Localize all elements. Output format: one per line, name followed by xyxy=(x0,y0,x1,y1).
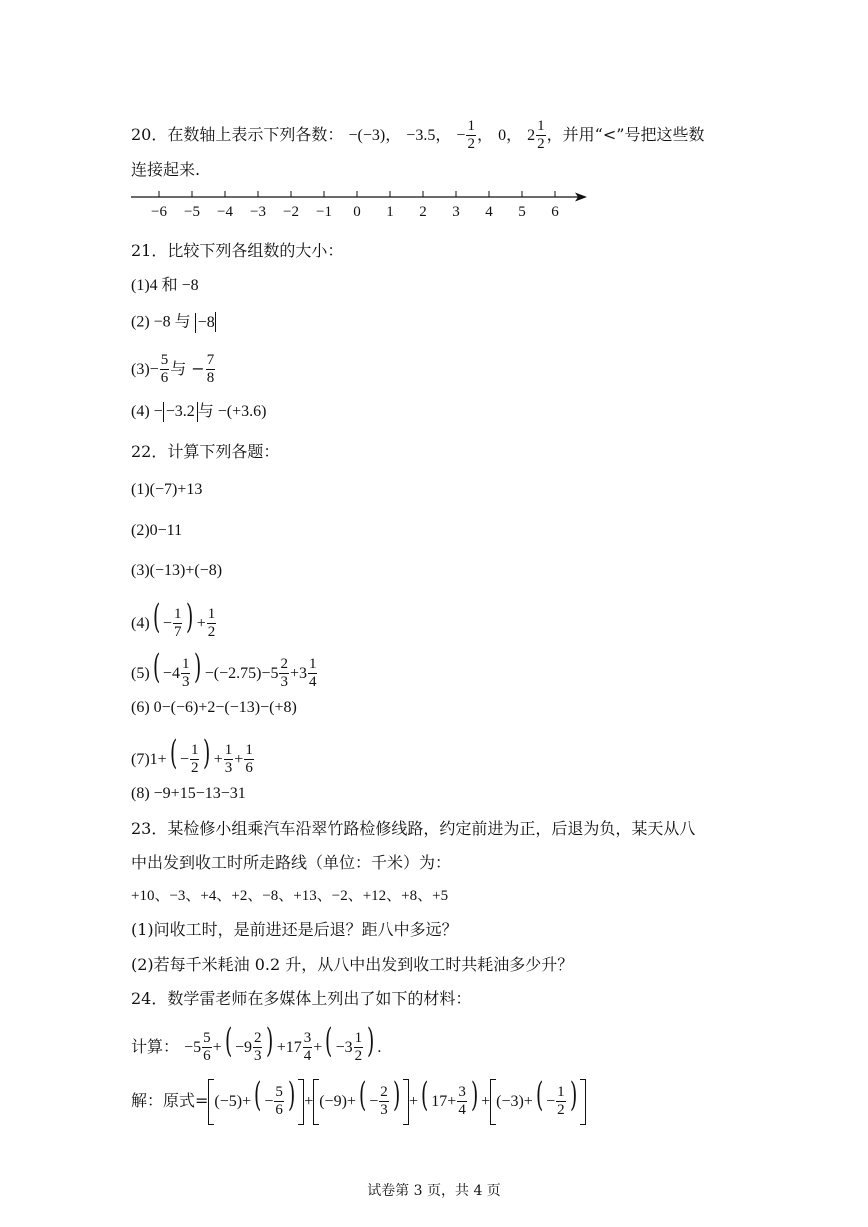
q22-part2: (2)0−11 xyxy=(131,522,183,539)
q21-part4: (4) − −3.2 与 −(+3.6) xyxy=(131,403,267,420)
q23-part1: (1)问收工时，是前进还是后退？距八中多远？ xyxy=(131,920,458,939)
q21-title: 21．比较下列各组数的大小： xyxy=(131,241,344,260)
q22-part1: (1)(−7)+13 xyxy=(131,481,203,498)
number-line-tick-label: 6 xyxy=(551,204,559,220)
q20-instruction: ，并用“<”号把这些数 xyxy=(546,125,705,144)
q21-part2: (2) −8 与 −8 xyxy=(131,313,215,331)
number-line-tick-label: −2 xyxy=(283,204,299,220)
q22-part6: (6) 0−(−6)+2−(−13)−(+8) xyxy=(131,699,297,716)
abs-value: −3.2 xyxy=(163,402,198,422)
q20-number: 20． xyxy=(131,125,168,144)
number-line-tick-label: 4 xyxy=(485,204,493,220)
q22-title: 22．计算下列各题： xyxy=(131,442,280,461)
q20-n2: −3.5， xyxy=(406,127,452,144)
q22-part8: (8) −9+15−13−31 xyxy=(131,785,246,802)
number-line-tick-label: 5 xyxy=(518,204,526,220)
q20-mixed-fraction: $\frac{1}{2}$ xyxy=(537,118,545,152)
q20-text: 在数轴上表示下列各数： xyxy=(167,125,344,144)
q20-n3-sign: − xyxy=(456,127,466,144)
q24-calc: 计算： −5 $\frac{5}{6}$ +( −9 $\frac{2}{3}$ ) +17 $\frac{3}{4}$ +( −3 $\frac{1}{2}$ ) . xyxy=(131,1021,382,1064)
q20-fraction: $\frac{1}{2}$ xyxy=(467,118,475,152)
q20-n1: −(−3)， xyxy=(348,127,402,144)
q21-part1: (1)4 和 −8 xyxy=(131,277,199,294)
q20-line1: 20．在数轴上表示下列各数： −(−3)， −3.5， − $\frac{1}{2}$ ， 0， 2 $\frac{1}{2}$ ，并用“<”号把这些数 xyxy=(131,118,705,152)
q24-solution: 解：原式= (−5)+( − $\frac{5}{6}$ ) + (−9)+( − $\frac{2}{3}$ ) +( 17+ $\frac{3}{4}$ ) + (−3)+( − $\frac{1}{2}$ ) xyxy=(131,1078,586,1125)
number-line-tick-label: −6 xyxy=(151,204,167,220)
number-line-tick-label: 1 xyxy=(386,204,394,220)
abs-value: −8 xyxy=(195,313,215,333)
number-line-tick-label: −1 xyxy=(316,204,332,220)
number-line xyxy=(125,188,595,222)
q21-part3: (3)− $\frac{5}{6}$ 与 − $\frac{7}{8}$ xyxy=(131,352,215,386)
page-footer: 试卷第 3 页，共 4 页 xyxy=(367,1183,501,1199)
q20-line2: 连接起来. xyxy=(131,160,201,179)
q20-n4: 0， xyxy=(498,127,523,144)
q23-line1: 23．某检修小组乘汽车沿翠竹路检修线路，约定前进为正，后退为负，某天从八 xyxy=(131,819,696,838)
q22-part3: (3)(−13)+(−8) xyxy=(131,562,223,579)
q20-n5-whole: 2 xyxy=(527,127,536,144)
number-line-ticks xyxy=(151,191,559,220)
q22-part4: (4)( − $\frac{1}{7}$ ) + $\frac{1}{2}$ xyxy=(131,597,216,640)
number-line-tick-label: −4 xyxy=(217,204,233,220)
number-line-tick-label: −5 xyxy=(184,204,200,220)
q22-part7: (7)1+( − $\frac{1}{2}$ ) + $\frac{1}{3}$ + $\frac{1}{6}$ xyxy=(131,733,253,776)
number-line-tick-label: 0 xyxy=(353,204,361,220)
number-line-tick-label: −3 xyxy=(250,204,266,220)
q22-part5: (5)( −4 $\frac{1}{3}$ ) −(−2.75)−5 $\frac{2}{3}$ +3 $\frac{1}{4}$ xyxy=(131,647,317,690)
number-line-tick-label: 2 xyxy=(419,204,427,220)
q23-part2: (2)若每千米耗油 0.2 升，从八中出发到收工时共耗油多少升？ xyxy=(131,955,574,974)
q23-data: +10、−3、+4、+2、−8、+13、−2、+12、+8、+5 xyxy=(131,888,449,904)
number-line-tick-label: 3 xyxy=(452,204,460,220)
q23-line2: 中出发到收工时所走路线（单位：千米）为： xyxy=(131,853,452,872)
q24-title: 24．数学雷老师在多媒体上列出了如下的材料： xyxy=(131,989,472,1008)
